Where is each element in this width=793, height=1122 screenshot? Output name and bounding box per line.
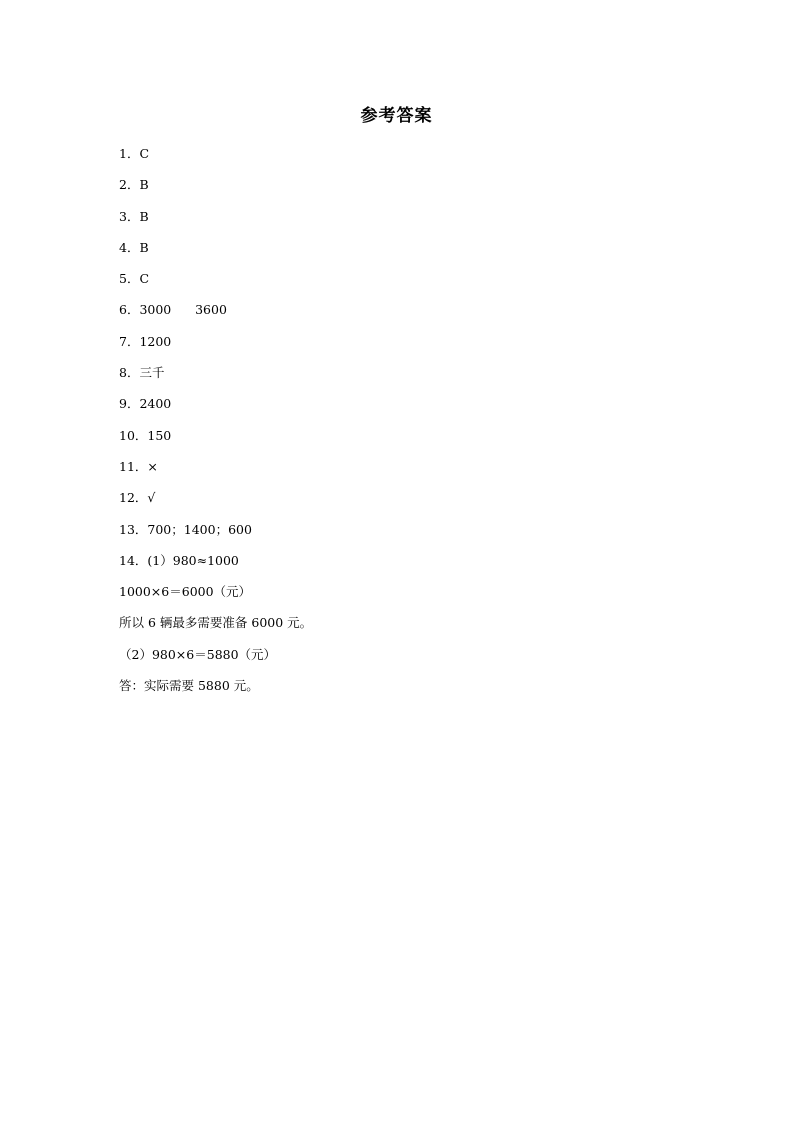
answer-line-6: 6．3000 3600 bbox=[119, 302, 227, 318]
answer-line-14-calc: 1000×6＝6000（元） bbox=[119, 584, 252, 600]
answer-line-14: 14．(1）980≈1000 bbox=[119, 552, 239, 568]
answer-line-5: 5．C bbox=[119, 271, 150, 287]
answer-line-4: 4．B bbox=[119, 239, 149, 255]
answer-line-14-final: 答：实际需要 5880 元。 bbox=[119, 678, 259, 694]
answer-line-14-conclusion: 所以 6 辆最多需要准备 6000 元。 bbox=[119, 615, 313, 631]
answer-line-14-part2: （2）980×6＝5880（元） bbox=[119, 646, 277, 662]
answer-line-3: 3．B bbox=[119, 208, 149, 224]
answer-line-2: 2．B bbox=[119, 177, 149, 193]
answer-line-10: 10．150 bbox=[119, 427, 172, 443]
answer-line-7: 7．1200 bbox=[119, 333, 172, 349]
answer-line-12: 12．√ bbox=[119, 490, 156, 506]
answer-list bbox=[119, 144, 679, 707]
page-title: 参考答案 bbox=[360, 106, 433, 126]
answer-line-13: 13．700；1400；600 bbox=[119, 521, 252, 537]
answer-line-9: 9．2400 bbox=[119, 396, 172, 412]
answer-line-1: 1．C bbox=[119, 146, 150, 161]
answer-line-11: 11．× bbox=[119, 458, 158, 474]
answer-line-8: 8．三千 bbox=[119, 365, 165, 381]
